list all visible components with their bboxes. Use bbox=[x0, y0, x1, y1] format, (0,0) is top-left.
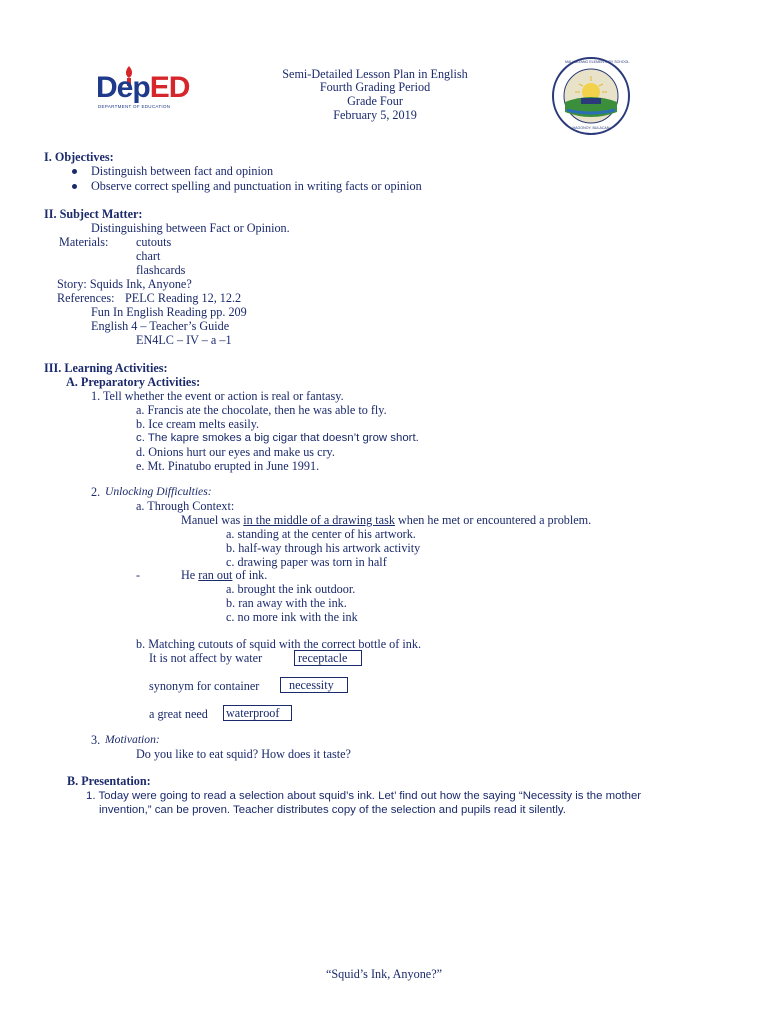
activity1-item: c. The kapre smokes a big cigar that doesn’t grow short. bbox=[136, 432, 419, 444]
logo-wordmark: DepED bbox=[96, 71, 190, 104]
sentence-text: He bbox=[181, 568, 199, 582]
context-sentence-2 bbox=[181, 568, 267, 582]
motivation-number: 3. bbox=[91, 733, 101, 747]
sentence-text: Manuel was bbox=[181, 513, 244, 527]
unlocking-title: Unlocking Difficulties: bbox=[105, 485, 212, 498]
presentation-line: invention,” can be proven. Teacher distributes copy of the selection and pupils read it silently. bbox=[99, 804, 566, 816]
reference-item: Fun In English Reading pp. 209 bbox=[91, 305, 247, 319]
reference-item: EN4LC – IV – a –1 bbox=[136, 333, 232, 347]
word-box: waterproof bbox=[223, 705, 292, 721]
objectives-heading: I. Objectives: bbox=[44, 150, 114, 164]
matching-clue: a great need bbox=[149, 707, 208, 721]
reference-item: English 4 – Teacher’s Guide bbox=[91, 319, 230, 333]
materials-label: Materials: bbox=[59, 235, 109, 249]
learning-activities-heading: III. Learning Activities: bbox=[44, 361, 168, 375]
underlined-phrase: ran out bbox=[198, 568, 233, 582]
plan-date: February 5, 2019 bbox=[333, 108, 417, 122]
story-title-footer: “Squid’s Ink, Anyone?” bbox=[325, 967, 443, 981]
plan-title: Semi-Detailed Lesson Plan in English bbox=[282, 67, 468, 81]
bullet-icon bbox=[72, 169, 77, 174]
word-box: receptacle bbox=[294, 650, 362, 666]
context-choice: b. ran away with the ink. bbox=[226, 596, 347, 610]
material-item: chart bbox=[136, 249, 161, 263]
reference-item: PELC Reading 12, 12.2 bbox=[125, 291, 242, 305]
material-item: cutouts bbox=[136, 235, 172, 249]
seal-top-text: MALIGAYANG ELEMENTARY SCHOOL bbox=[565, 60, 630, 64]
context-choice: c. drawing paper was torn in half bbox=[226, 555, 387, 569]
school-seal-icon bbox=[551, 56, 631, 136]
bullet-icon bbox=[72, 184, 77, 189]
sentence-text: when he met or encountered a problem. bbox=[394, 513, 592, 527]
matching-clue: synonym for container bbox=[149, 679, 260, 693]
objective-item: Observe correct spelling and punctuation in writing facts or opinion bbox=[91, 179, 422, 193]
sentence-text: of ink. bbox=[232, 568, 268, 582]
logo-subtext: DEPARTMENT OF EDUCATION bbox=[98, 104, 171, 109]
dash-marker: - bbox=[136, 568, 141, 582]
unlocking-number: 2. bbox=[91, 485, 101, 499]
grading-period: Fourth Grading Period bbox=[319, 80, 431, 94]
underlined-phrase: in the middle of a drawing task bbox=[243, 513, 395, 527]
word-box: necessity bbox=[280, 677, 348, 693]
motivation-question: Do you like to eat squid? How does it taste? bbox=[136, 747, 351, 761]
activity1-item: a. Francis ate the chocolate, then he was able to fly. bbox=[136, 403, 387, 417]
activity1-item: b. Ice cream melts easily. bbox=[136, 417, 260, 431]
objective-item: Distinguish between fact and opinion bbox=[91, 164, 274, 178]
motivation-title: Motivation: bbox=[105, 733, 160, 746]
context-choice: a. brought the ink outdoor. bbox=[226, 582, 356, 596]
context-choice: a. standing at the center of his artwork. bbox=[226, 527, 416, 541]
subject-matter-heading: II. Subject Matter: bbox=[44, 207, 143, 221]
activity1-prompt: 1. Tell whether the event or action is real or fantasy. bbox=[91, 389, 344, 403]
through-context-label: a. Through Context: bbox=[136, 499, 235, 513]
school-seal bbox=[551, 56, 631, 136]
preparatory-heading: A. Preparatory Activities: bbox=[66, 375, 201, 389]
references-label: References: bbox=[57, 291, 115, 305]
story-line: Story: Squids Ink, Anyone? bbox=[57, 277, 192, 291]
deped-logo bbox=[96, 64, 202, 112]
context-choice: b. half-way through his artwork activity bbox=[226, 541, 421, 555]
seal-bottom-text: HAGONOY, BULACAN bbox=[572, 126, 610, 130]
context-choice: c. no more ink with the ink bbox=[226, 610, 358, 624]
grade-level: Grade Four bbox=[347, 94, 403, 108]
activity1-item: e. Mt. Pinatubo erupted in June 1991. bbox=[136, 459, 320, 473]
matching-clue: It is not affect by water bbox=[149, 651, 263, 665]
matching-title: b. Matching cutouts of squid with the correct bottle of ink. bbox=[136, 637, 421, 651]
subject-topic: Distinguishing between Fact or Opinion. bbox=[91, 221, 290, 235]
presentation-heading: B. Presentation: bbox=[67, 774, 151, 788]
material-item: flashcards bbox=[136, 263, 186, 277]
presentation-line: 1. Today were going to read a selection about squid’s ink. Let’ find out how the saying “Necessity is the mother bbox=[86, 790, 642, 802]
activity1-item: d. Onions hurt our eyes and make us cry. bbox=[136, 445, 335, 459]
context-sentence-1 bbox=[181, 513, 591, 527]
